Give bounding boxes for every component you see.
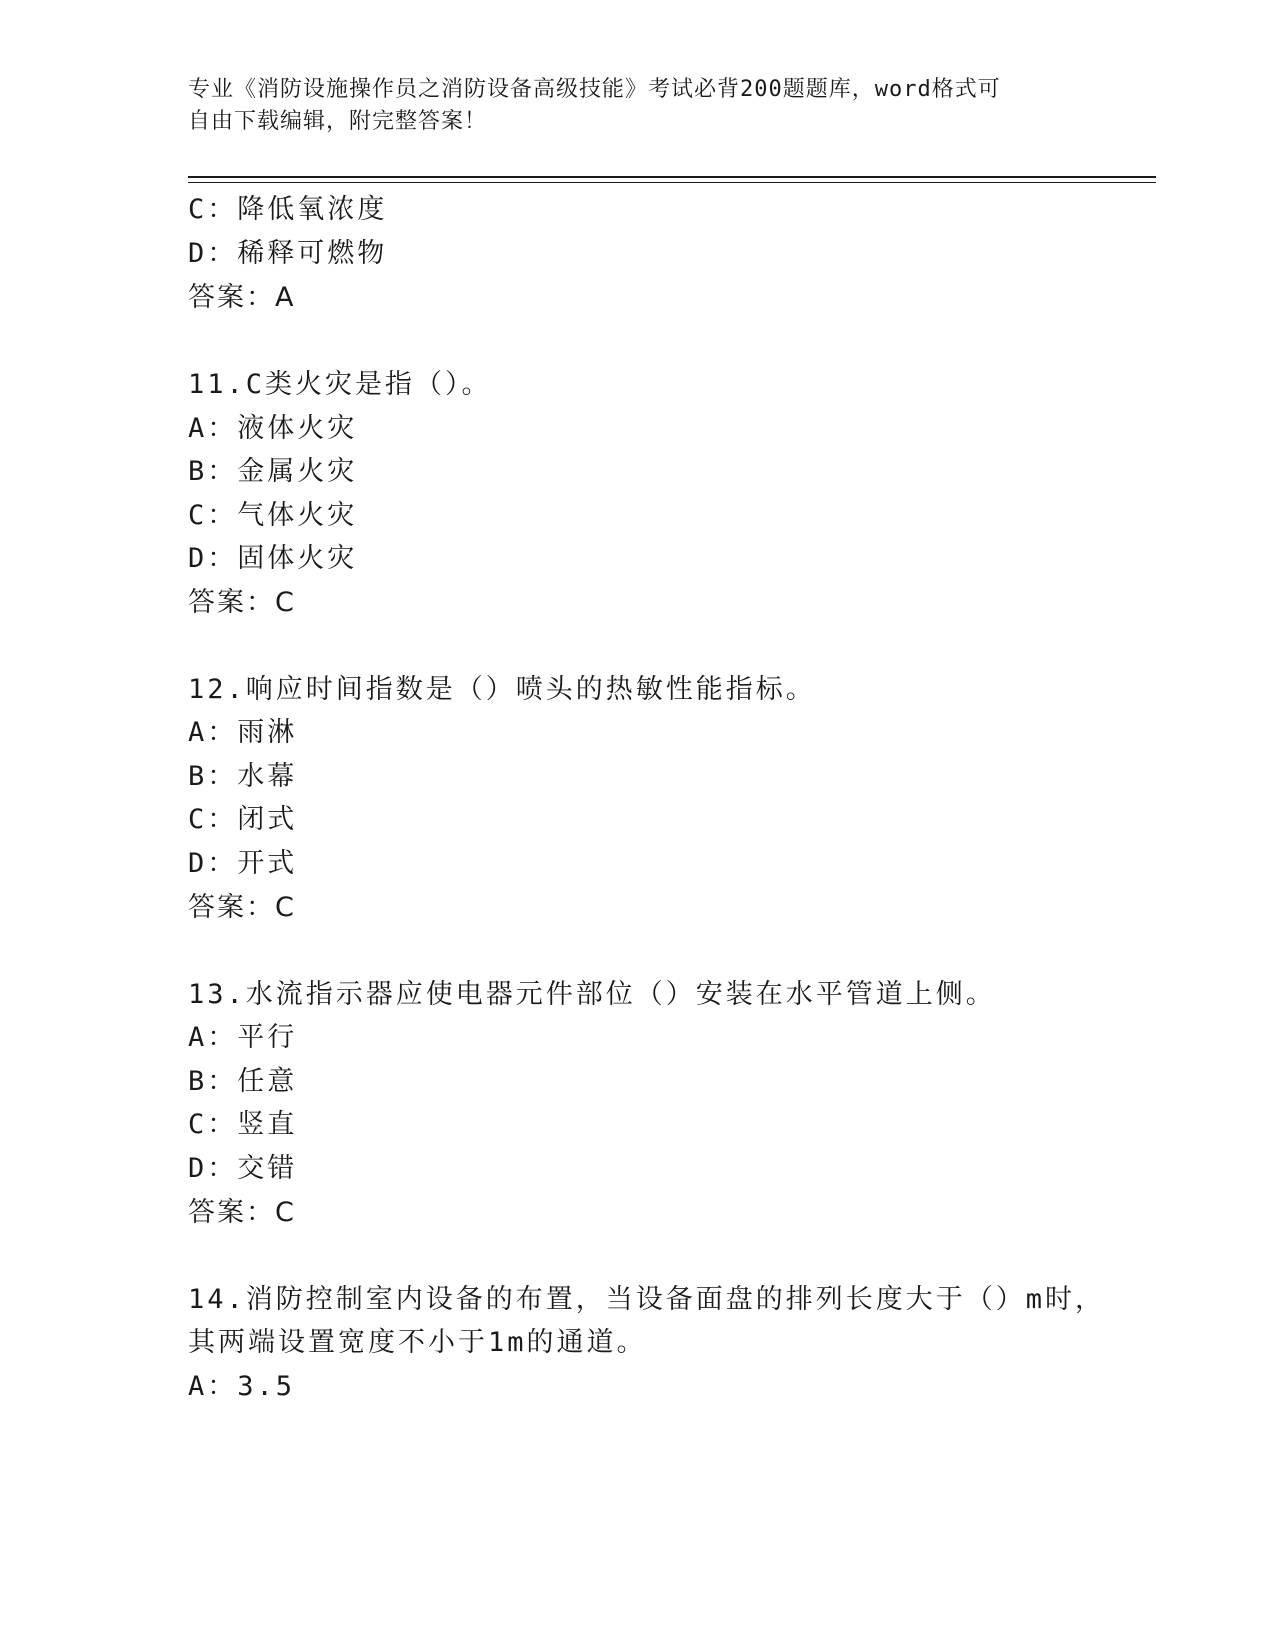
header-divider-secondary [188,182,1156,183]
answer-line: 答案：C [188,587,296,618]
option-c: C：闭式 [188,804,298,835]
answer-line: 答案：C [188,892,296,923]
question-stem: 13.水流指示器应使电器元件部位（）安装在水平管道上侧。 [188,979,996,1010]
option-b: B：水幕 [188,761,298,792]
option-c: C：竖直 [188,1109,298,1140]
header-line-1: 专业《消防设施操作员之消防设备高级技能》考试必背200题题库，word格式可 [188,77,1001,102]
document-header [188,74,1068,138]
question-stem: 14.消防控制室内设备的布置，当设备面盘的排列长度大于（）m时， [188,1284,1106,1315]
option-c: C：降低氧浓度 [188,194,388,225]
option-a: A：3.5 [188,1371,296,1402]
question-stem-continued: 其两端设置宽度不小于1m的通道。 [188,1327,647,1358]
option-d: D：稀释可燃物 [188,238,388,269]
option-c: C：气体火灾 [188,500,358,531]
answer-line: 答案：A [188,282,296,313]
header-line-2: 自由下载编辑，附完整答案！ [188,109,488,134]
option-d: D：交错 [188,1153,298,1184]
option-a: A：液体火灾 [188,413,358,444]
option-d: D：开式 [188,848,298,879]
question-stem: 11.C类火灾是指（）。 [188,369,492,400]
header-divider [188,176,1156,178]
option-a: A：雨淋 [188,717,298,748]
option-b: B：任意 [188,1066,298,1097]
answer-line: 答案：C [188,1197,296,1228]
question-stem: 12.响应时间指数是（）喷头的热敏性能指标。 [188,674,816,705]
option-d: D：固体火灾 [188,543,358,574]
option-b: B：金属火灾 [188,456,358,487]
option-a: A：平行 [188,1022,298,1053]
